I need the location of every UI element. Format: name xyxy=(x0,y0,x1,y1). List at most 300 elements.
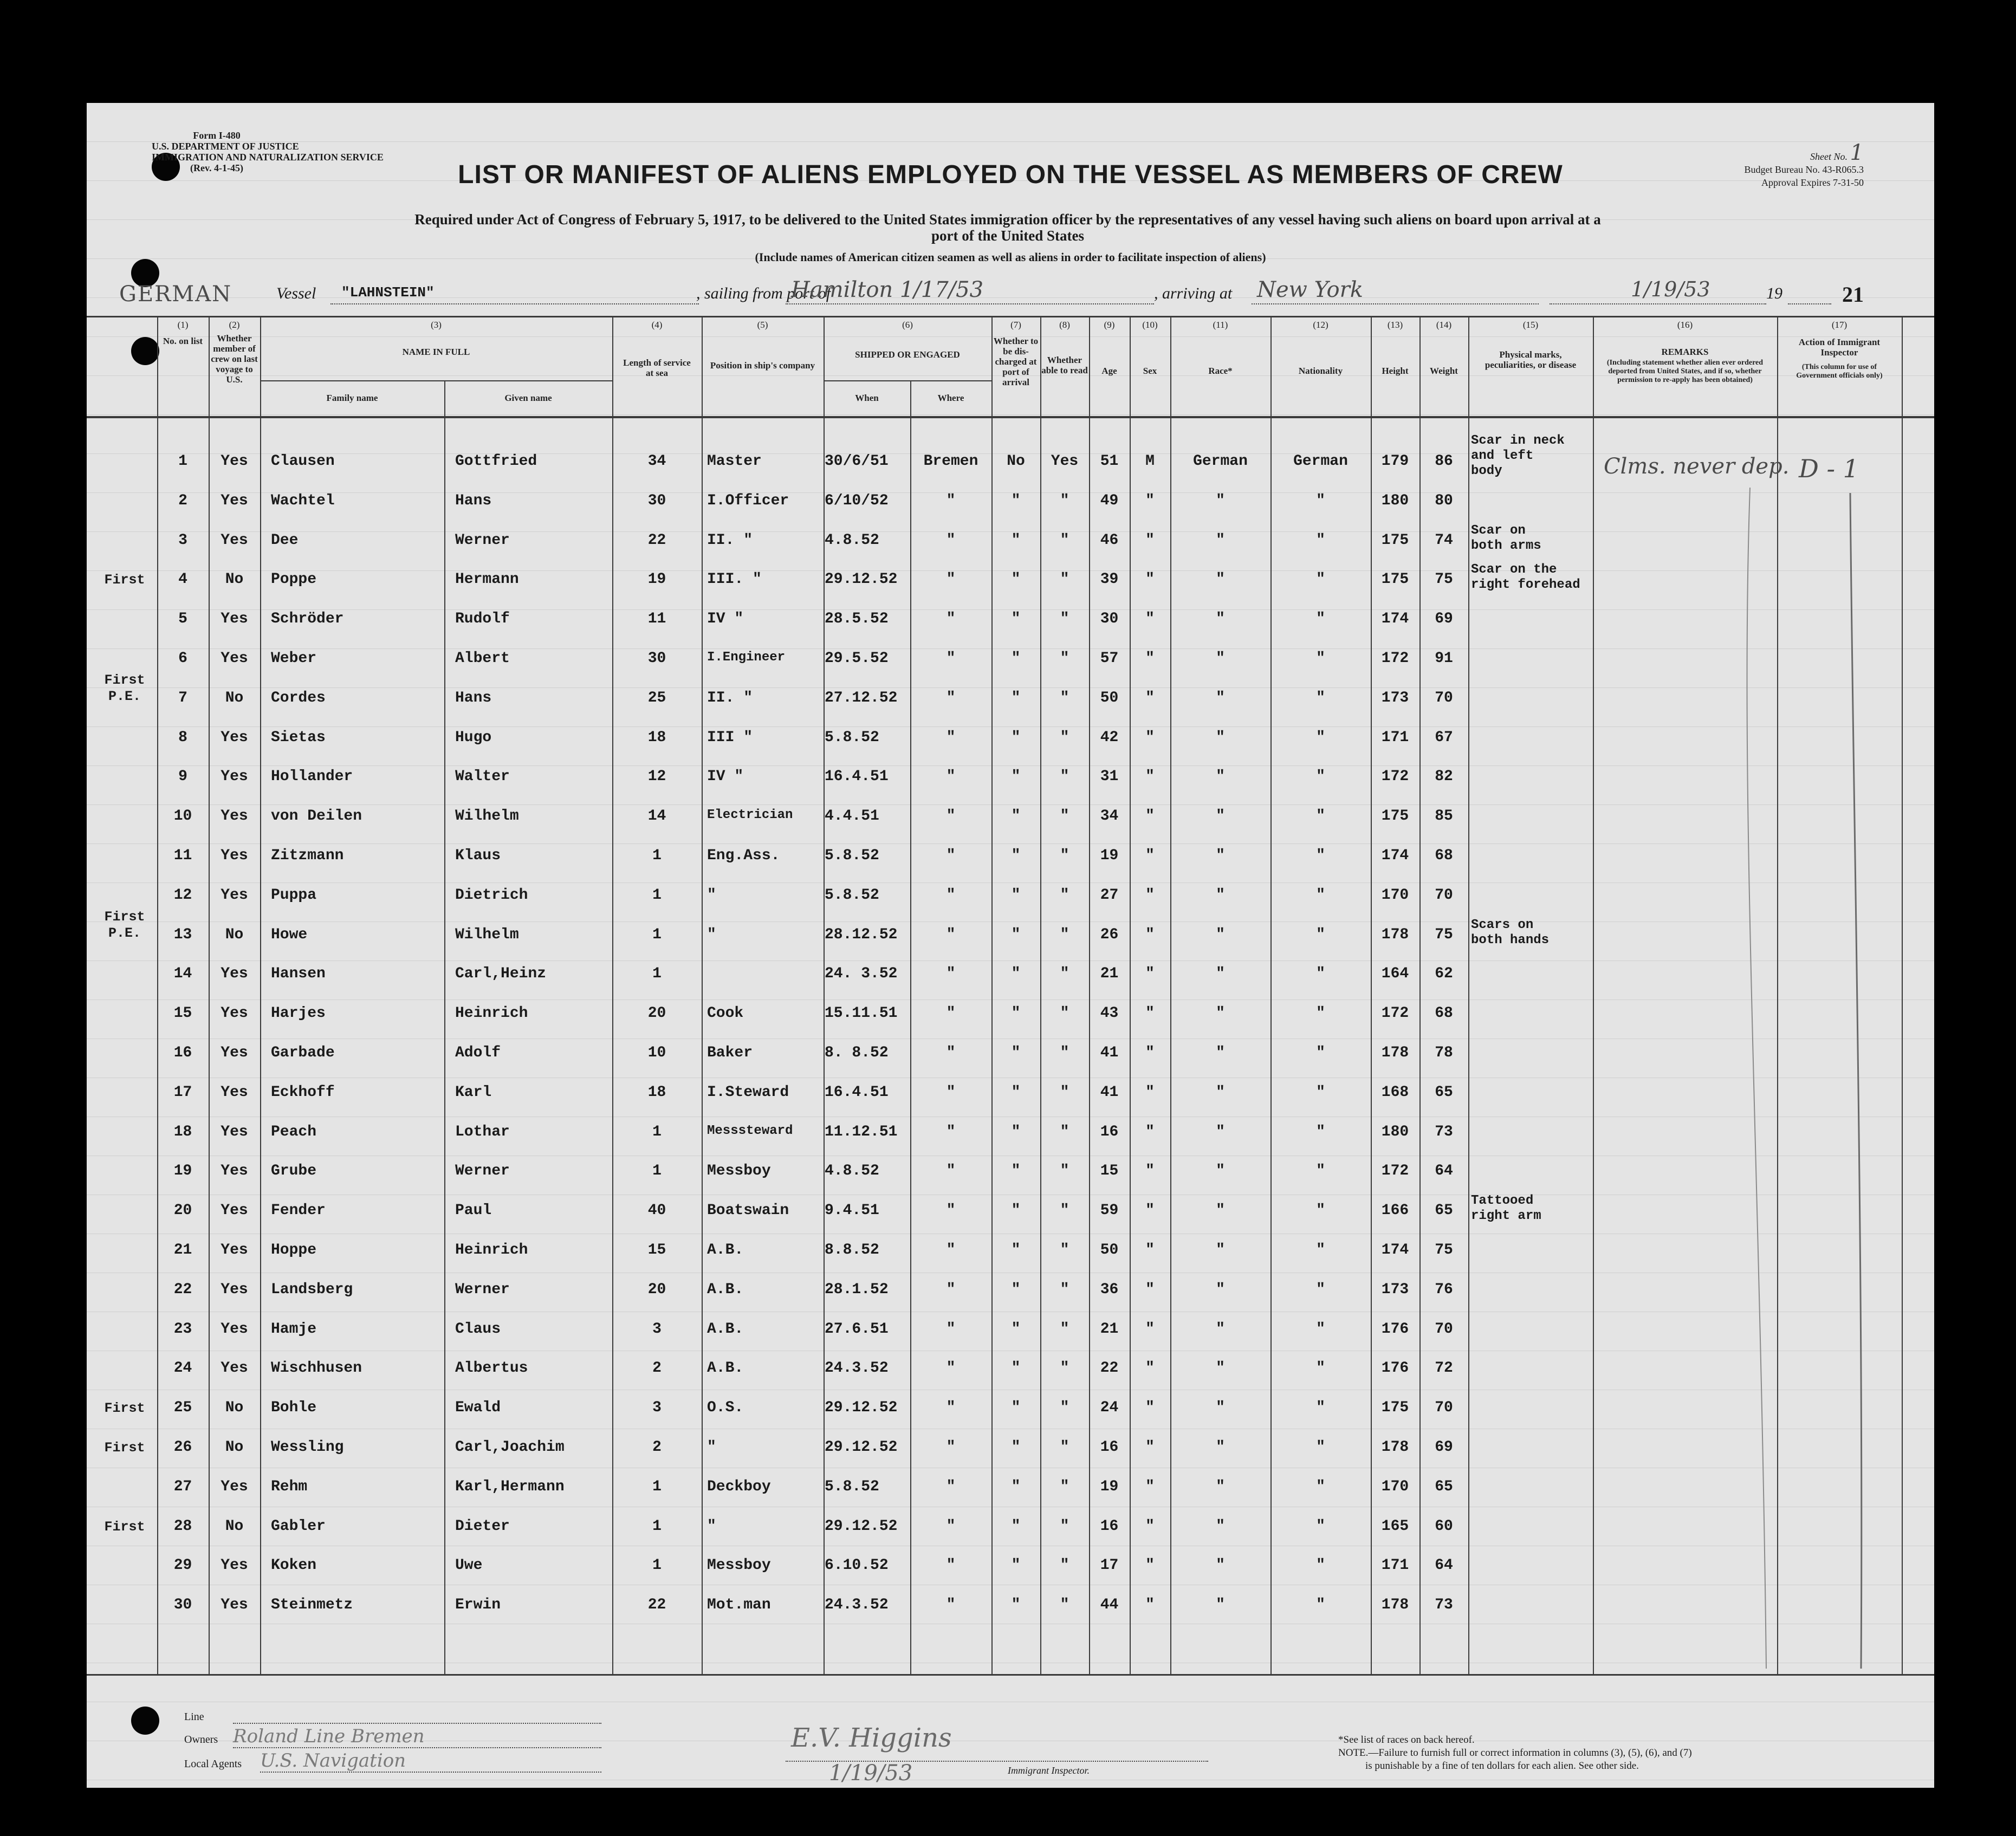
able-to-read: " xyxy=(1060,690,1069,706)
col3-family-header: Family name xyxy=(326,393,378,403)
weight: 74 xyxy=(1435,532,1453,549)
engaged-where: " xyxy=(946,1518,956,1535)
able-to-read: " xyxy=(1060,729,1069,746)
age: 42 xyxy=(1100,729,1119,746)
col6-header: SHIPPED OR ENGAGED xyxy=(855,349,960,360)
weight: 86 xyxy=(1435,453,1453,470)
height: 170 xyxy=(1381,1478,1409,1495)
discharged: " xyxy=(1011,532,1021,549)
sex: " xyxy=(1145,847,1155,864)
row-number: 24 xyxy=(173,1360,192,1377)
nationality: " xyxy=(1316,768,1325,785)
family-name: Hamje xyxy=(271,1321,317,1338)
position: A.B. xyxy=(707,1242,744,1258)
subtitle-note: (Include names of American citizen seamen as well as aliens in order to facilitate inspection of aliens) xyxy=(755,250,1266,264)
family-name: von Deilen xyxy=(271,808,362,825)
position: Messboy xyxy=(707,1557,771,1574)
sex: " xyxy=(1145,1044,1155,1061)
crew-last-voyage: Yes xyxy=(221,1124,248,1140)
nationality: " xyxy=(1316,965,1325,982)
remarks-handwritten: Clms. never dep. xyxy=(1604,454,1790,479)
sex: " xyxy=(1145,1518,1155,1535)
service-years: 14 xyxy=(647,808,666,825)
family-name: Wessling xyxy=(271,1439,344,1456)
height: 174 xyxy=(1381,847,1409,864)
line-label: Line xyxy=(184,1711,204,1723)
able-to-read: " xyxy=(1060,887,1069,904)
crew-last-voyage: No xyxy=(225,571,244,588)
engaged-when: 16.4.51 xyxy=(825,768,889,785)
service-years: 2 xyxy=(652,1439,662,1456)
row-number: 27 xyxy=(173,1478,192,1495)
race: " xyxy=(1216,926,1225,943)
given-name: Albertus xyxy=(455,1360,528,1377)
col8-header: Whether able to read xyxy=(1041,355,1088,375)
family-name: Howe xyxy=(271,926,308,943)
discharged: " xyxy=(1011,650,1021,667)
able-to-read: " xyxy=(1060,1399,1069,1416)
height: 170 xyxy=(1381,887,1409,904)
nationality: " xyxy=(1316,1518,1325,1535)
given-name: Erwin xyxy=(455,1597,501,1613)
row-number: 11 xyxy=(173,847,192,864)
year-label: 19 xyxy=(1766,284,1782,302)
crew-last-voyage: Yes xyxy=(221,453,248,470)
engaged-where: " xyxy=(946,611,956,627)
engaged-when: 4.8.52 xyxy=(825,1163,879,1179)
sex: " xyxy=(1145,492,1155,509)
age: 41 xyxy=(1100,1044,1119,1061)
able-to-read: " xyxy=(1060,1124,1069,1140)
col9-header: Age xyxy=(1101,366,1117,376)
position: Messsteward xyxy=(707,1124,793,1138)
col17-num: (17) xyxy=(1831,320,1848,330)
nationality: " xyxy=(1316,690,1325,706)
row-number: 13 xyxy=(173,926,192,943)
weight: 65 xyxy=(1435,1202,1453,1219)
crew-last-voyage: Yes xyxy=(221,611,248,627)
weight: 60 xyxy=(1435,1518,1453,1535)
row-number: 15 xyxy=(173,1005,192,1022)
position: I.Officer xyxy=(707,492,789,509)
engaged-where: " xyxy=(946,1084,956,1101)
discharged: " xyxy=(1011,1360,1021,1377)
given-name: Dietrich xyxy=(455,887,528,904)
manifest-sheet xyxy=(87,103,1934,1788)
family-name: Fender xyxy=(271,1202,326,1219)
sex: " xyxy=(1145,1202,1155,1219)
engaged-where: " xyxy=(946,1360,956,1377)
sex: " xyxy=(1145,1478,1155,1495)
engaged-where: " xyxy=(946,571,956,588)
col15-num: (15) xyxy=(1522,320,1539,330)
service-years: 1 xyxy=(652,1518,662,1535)
sex: " xyxy=(1145,1439,1155,1456)
service-years: 15 xyxy=(647,1242,666,1258)
col11-header: Race* xyxy=(1208,366,1233,376)
weight: 70 xyxy=(1435,690,1453,706)
row-number: 12 xyxy=(173,887,192,904)
sex: " xyxy=(1145,690,1155,706)
weight: 80 xyxy=(1435,492,1453,509)
discharged: " xyxy=(1011,1084,1021,1101)
service-years: 22 xyxy=(647,1597,666,1613)
position: Eng.Ass. xyxy=(707,847,780,864)
engaged-when: 8.8.52 xyxy=(825,1242,879,1258)
col11-num: (11) xyxy=(1213,320,1228,330)
given-name: Hugo xyxy=(455,729,492,746)
col6-where-header: Where xyxy=(937,393,964,403)
engaged-when: 30/6/51 xyxy=(825,453,889,470)
able-to-read: " xyxy=(1060,1439,1069,1456)
footnote-races: *See list of races on back hereof. xyxy=(1338,1734,1475,1746)
col14-num: (14) xyxy=(1436,320,1452,330)
family-name: Gabler xyxy=(271,1518,326,1535)
row-number: 4 xyxy=(178,571,187,588)
age: 41 xyxy=(1100,1084,1119,1101)
family-name: Wachtel xyxy=(271,492,335,509)
age: 31 xyxy=(1100,768,1119,785)
nationality: " xyxy=(1316,1478,1325,1495)
crew-last-voyage: Yes xyxy=(221,808,248,825)
discharged: " xyxy=(1011,1163,1021,1179)
family-name: Hoppe xyxy=(271,1242,317,1258)
given-name: Klaus xyxy=(455,847,501,864)
family-name: Landsberg xyxy=(271,1281,353,1298)
sex: " xyxy=(1145,887,1155,904)
engaged-where: " xyxy=(946,690,956,706)
weight: 73 xyxy=(1435,1124,1453,1140)
position: Boatswain xyxy=(707,1202,789,1219)
engaged-when: 8. 8.52 xyxy=(825,1044,889,1061)
nationality: " xyxy=(1316,926,1325,943)
nationality: " xyxy=(1316,1399,1325,1416)
crew-last-voyage: Yes xyxy=(221,1360,248,1377)
engaged-where: " xyxy=(946,847,956,864)
weight: 65 xyxy=(1435,1084,1453,1101)
given-name: Rudolf xyxy=(455,611,510,627)
service-years: 1 xyxy=(652,1163,662,1179)
service-years: 1 xyxy=(652,1478,662,1495)
age: 26 xyxy=(1100,926,1119,943)
form-service: IMMIGRATION AND NATURALIZATION SERVICE xyxy=(152,152,384,163)
nationality: " xyxy=(1316,1439,1325,1456)
discharged: " xyxy=(1011,1597,1021,1613)
race: " xyxy=(1216,1124,1225,1140)
crew-last-voyage: Yes xyxy=(221,1044,248,1061)
height: 180 xyxy=(1381,1124,1409,1140)
height: 178 xyxy=(1381,1044,1409,1061)
crew-last-voyage: Yes xyxy=(221,729,248,746)
discharged: " xyxy=(1011,690,1021,706)
nationality: " xyxy=(1316,611,1325,627)
height: 171 xyxy=(1381,729,1409,746)
discharged: " xyxy=(1011,1439,1021,1456)
col17-note: (This column for use of Government officials only) xyxy=(1796,363,1883,380)
discharged: " xyxy=(1011,1005,1021,1022)
inspector-signature: E.V. Higgins xyxy=(791,1723,952,1753)
weight: 85 xyxy=(1435,808,1453,825)
weight: 82 xyxy=(1435,768,1453,785)
engaged-when: 29.12.52 xyxy=(825,1399,898,1416)
nationality: " xyxy=(1316,1557,1325,1574)
agents-label: Local Agents xyxy=(184,1758,242,1770)
crew-last-voyage: Yes xyxy=(221,1084,248,1101)
engaged-when: 24. 3.52 xyxy=(825,965,898,982)
weight: 91 xyxy=(1435,650,1453,667)
form-revision: (Rev. 4-1-45) xyxy=(190,163,243,173)
race: " xyxy=(1216,847,1225,864)
family-name: Weber xyxy=(271,650,317,667)
crew-last-voyage: Yes xyxy=(221,1321,248,1338)
service-years: 30 xyxy=(647,492,666,509)
race: " xyxy=(1216,1478,1225,1495)
form-number: Form I-480 xyxy=(193,130,241,141)
footnote-fine: is punishable by a fine of ten dollars for each alien. See other side. xyxy=(1365,1760,1639,1772)
race: " xyxy=(1216,1321,1225,1338)
col1-num: (1) xyxy=(177,320,189,330)
engaged-where: " xyxy=(946,808,956,825)
family-name: Koken xyxy=(271,1557,317,1574)
position: I.Steward xyxy=(707,1084,789,1101)
col16-header: REMARKS xyxy=(1661,347,1709,357)
given-name: Carl,Heinz xyxy=(455,965,547,982)
weight: 68 xyxy=(1435,1005,1453,1022)
crew-last-voyage: Yes xyxy=(221,887,248,904)
nationality: " xyxy=(1316,1202,1325,1219)
height: 164 xyxy=(1381,965,1409,982)
discharged: " xyxy=(1011,1281,1021,1298)
engaged-where: " xyxy=(946,492,956,509)
service-years: 20 xyxy=(647,1005,666,1022)
age: 59 xyxy=(1100,1202,1119,1219)
engaged-where: " xyxy=(946,1281,956,1298)
service-years: 30 xyxy=(647,650,666,667)
service-years: 22 xyxy=(647,532,666,549)
race: " xyxy=(1216,808,1225,825)
race: German xyxy=(1193,453,1248,470)
weight: 68 xyxy=(1435,847,1453,864)
sex: " xyxy=(1145,532,1155,549)
engaged-where: " xyxy=(946,1163,956,1179)
row-number: 16 xyxy=(173,1044,192,1061)
margin-note: First xyxy=(104,1400,145,1416)
col16-num: (16) xyxy=(1677,320,1693,330)
able-to-read: " xyxy=(1060,1044,1069,1061)
height: 178 xyxy=(1381,1597,1409,1613)
position: Baker xyxy=(707,1044,753,1061)
age: 34 xyxy=(1100,808,1119,825)
col13-num: (13) xyxy=(1387,320,1403,330)
position: " xyxy=(707,1439,716,1456)
age: 16 xyxy=(1100,1439,1119,1456)
able-to-read: " xyxy=(1060,1202,1069,1219)
race: " xyxy=(1216,1399,1225,1416)
owners-value: Roland Line Bremen xyxy=(233,1725,425,1747)
weight: 76 xyxy=(1435,1281,1453,1298)
able-to-read: " xyxy=(1060,1163,1069,1179)
engaged-where: " xyxy=(946,650,956,667)
family-name: Grube xyxy=(271,1163,317,1179)
engaged-when: 4.4.51 xyxy=(825,808,879,825)
col5-header: Position in ship's company xyxy=(710,360,815,371)
engaged-where: " xyxy=(946,926,956,943)
subtitle-line1: Required under Act of Congress of February 5, 1917, to be delivered to the United States immigration officer by the representatives of any vessel having such aliens on board upon arrival at a xyxy=(414,211,1601,228)
arriving-label: , arriving at xyxy=(1154,284,1233,302)
nationality: " xyxy=(1316,650,1325,667)
race: " xyxy=(1216,690,1225,706)
age: 19 xyxy=(1100,847,1119,864)
engaged-when: 5.8.52 xyxy=(825,1478,879,1495)
crew-last-voyage: No xyxy=(225,1439,244,1456)
engaged-where: " xyxy=(946,1321,956,1338)
margin-note: First P.E. xyxy=(104,672,145,704)
crew-last-voyage: Yes xyxy=(221,1557,248,1574)
able-to-read: " xyxy=(1060,1281,1069,1298)
service-years: 20 xyxy=(647,1281,666,1298)
position: II. " xyxy=(707,690,753,706)
given-name: Lothar xyxy=(455,1124,510,1140)
given-name: Paul xyxy=(455,1202,492,1219)
able-to-read: " xyxy=(1060,611,1069,627)
sex: " xyxy=(1145,1005,1155,1022)
engaged-when: 27.12.52 xyxy=(825,690,898,706)
budget-bureau: Budget Bureau No. 43-R065.3 xyxy=(1744,164,1864,175)
crew-last-voyage: Yes xyxy=(221,1202,248,1219)
discharged: " xyxy=(1011,1399,1021,1416)
margin-note: First xyxy=(104,572,145,588)
height: 175 xyxy=(1381,532,1409,549)
family-name: Clausen xyxy=(271,453,335,470)
age: 44 xyxy=(1100,1597,1119,1613)
row-number: 26 xyxy=(173,1439,192,1456)
race: " xyxy=(1216,1281,1225,1298)
height: 172 xyxy=(1381,1163,1409,1179)
engaged-when: 27.6.51 xyxy=(825,1321,889,1338)
col6-num: (6) xyxy=(902,320,913,330)
nationality: " xyxy=(1316,492,1325,509)
race: " xyxy=(1216,768,1225,785)
given-name: Wilhelm xyxy=(455,926,519,943)
race: " xyxy=(1216,887,1225,904)
service-years: 18 xyxy=(647,1084,666,1101)
vessel-label: Vessel xyxy=(276,284,316,302)
given-name: Carl,Joachim xyxy=(455,1439,565,1456)
position: A.B. xyxy=(707,1281,744,1298)
able-to-read: " xyxy=(1060,965,1069,982)
page-number: 21 xyxy=(1842,282,1864,307)
row-number: 28 xyxy=(173,1518,192,1535)
col3-given-header: Given name xyxy=(504,393,552,403)
engaged-when: 15.11.51 xyxy=(825,1005,898,1022)
given-name: Karl xyxy=(455,1084,492,1101)
able-to-read: " xyxy=(1060,847,1069,864)
weight: 70 xyxy=(1435,1399,1453,1416)
sex: " xyxy=(1145,1163,1155,1179)
weight: 69 xyxy=(1435,611,1453,627)
nationality: " xyxy=(1316,1321,1325,1338)
position: IV " xyxy=(707,611,744,627)
discharged: " xyxy=(1011,1478,1021,1495)
row-number: 30 xyxy=(173,1597,192,1613)
margin-note: First xyxy=(104,1440,145,1456)
weight: 75 xyxy=(1435,1242,1453,1258)
nationality: " xyxy=(1316,1084,1325,1101)
race: " xyxy=(1216,729,1225,746)
given-name: Gottfried xyxy=(455,453,537,470)
engaged-where: " xyxy=(946,1478,956,1495)
age: 43 xyxy=(1100,1005,1119,1022)
position: " xyxy=(707,926,716,943)
footnotes xyxy=(1338,1734,1692,1773)
age: 17 xyxy=(1100,1557,1119,1574)
discharged: " xyxy=(1011,768,1021,785)
pencil-marks xyxy=(1658,477,1929,1696)
service-years: 25 xyxy=(647,690,666,706)
service-years: 18 xyxy=(647,729,666,746)
position: II. " xyxy=(707,532,753,549)
engaged-when: 4.8.52 xyxy=(825,532,879,549)
family-name: Cordes xyxy=(271,690,326,706)
engaged-when: 29.12.52 xyxy=(825,571,898,588)
race: " xyxy=(1216,1044,1225,1061)
row-number: 1 xyxy=(178,453,187,470)
height: 165 xyxy=(1381,1518,1409,1535)
given-name: Claus xyxy=(455,1321,501,1338)
engaged-when: 29.5.52 xyxy=(825,650,889,667)
age: 36 xyxy=(1100,1281,1119,1298)
row-number: 25 xyxy=(173,1399,192,1416)
age: 24 xyxy=(1100,1399,1119,1416)
race: " xyxy=(1216,571,1225,588)
able-to-read: " xyxy=(1060,1518,1069,1535)
position: III. " xyxy=(707,571,762,588)
sheet-no-label: Sheet No. xyxy=(1810,151,1848,162)
service-years: 34 xyxy=(647,453,666,470)
nationality: " xyxy=(1316,887,1325,904)
sex: " xyxy=(1145,571,1155,588)
crew-last-voyage: Yes xyxy=(221,650,248,667)
row-number: 3 xyxy=(178,532,187,549)
weight: 64 xyxy=(1435,1163,1453,1179)
sex: " xyxy=(1145,1281,1155,1298)
physical-marks: Scar on both arms xyxy=(1471,523,1541,553)
col5-num: (5) xyxy=(757,320,768,330)
discharged: " xyxy=(1011,492,1021,509)
service-years: 10 xyxy=(647,1044,666,1061)
engaged-where: " xyxy=(946,1005,956,1022)
family-name: Rehm xyxy=(271,1478,308,1495)
able-to-read: " xyxy=(1060,650,1069,667)
col9-num: (9) xyxy=(1104,320,1115,330)
col1-header: No. on list xyxy=(163,336,203,346)
form-department: U.S. DEPARTMENT OF JUSTICE xyxy=(152,141,299,152)
weight: 62 xyxy=(1435,965,1453,982)
service-years: 2 xyxy=(652,1360,662,1377)
engaged-where: " xyxy=(946,965,956,982)
able-to-read: " xyxy=(1060,492,1069,509)
crew-last-voyage: Yes xyxy=(221,847,248,864)
row-number: 23 xyxy=(173,1321,192,1338)
crew-last-voyage: Yes xyxy=(221,1005,248,1022)
given-name: Werner xyxy=(455,1163,510,1179)
nationality: " xyxy=(1316,1044,1325,1061)
family-name: Garbade xyxy=(271,1044,335,1061)
position: A.B. xyxy=(707,1360,744,1377)
col7-num: (7) xyxy=(1010,320,1021,330)
age: 16 xyxy=(1100,1124,1119,1140)
col12-num: (12) xyxy=(1313,320,1328,330)
